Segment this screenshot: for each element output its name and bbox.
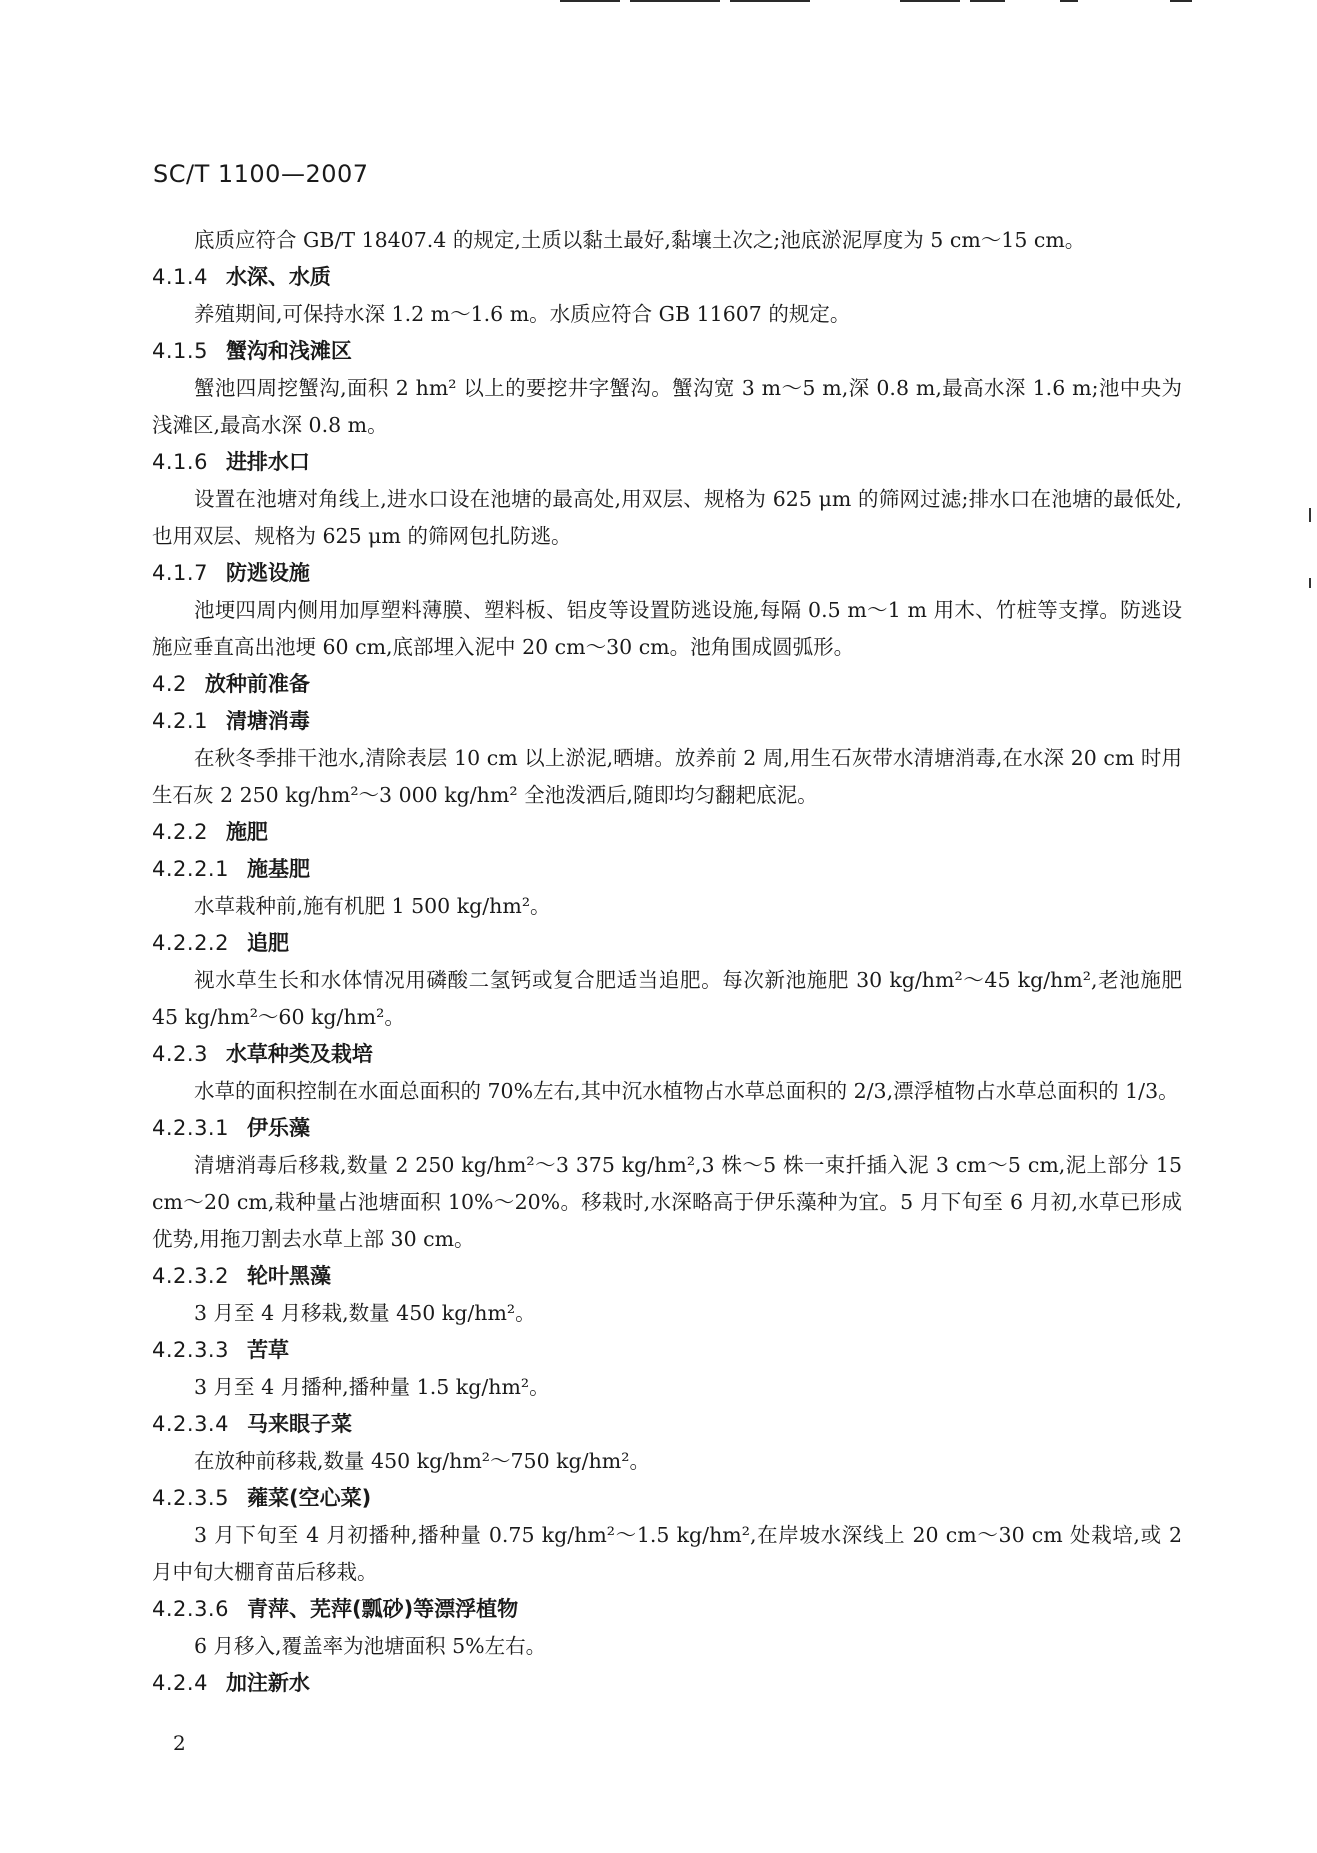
section-title: 放种前准备 <box>204 672 310 696</box>
body-paragraph: 3 月至 4 月播种,播种量 1.5 kg/hm²。 <box>194 1375 550 1399</box>
section-title: 伊乐藻 <box>246 1116 310 1140</box>
section-number: 4.2.3.6 <box>152 1597 229 1621</box>
section-number: 4.2.2 <box>152 820 208 844</box>
section-heading <box>152 1110 1182 1147</box>
body-paragraph: 水草栽种前,施有机肥 1 500 kg/hm²。 <box>194 894 551 918</box>
section-heading <box>152 1480 1182 1517</box>
section-title: 清塘消毒 <box>225 709 310 733</box>
section-number: 4.2.3.5 <box>152 1486 229 1510</box>
section-number: 4.2.3.3 <box>152 1338 229 1362</box>
standard-code: SC/T 1100—2007 <box>153 160 369 188</box>
section-title: 施基肥 <box>246 857 310 881</box>
body-paragraph: 3 月下旬至 4 月初播种,播种量 0.75 kg/hm²～1.5 kg/hm²,在岸坡水深线上 20 cm～30 cm 处栽培,或 2 月中旬大棚育苗后移栽。 <box>152 1523 1182 1584</box>
section-number: 4.1.6 <box>152 450 208 474</box>
body-paragraph: 视水草生长和水体情况用磷酸二氢钙或复合肥适当追肥。每次新池施肥 30 kg/hm²～45 kg/hm²,老池施肥 45 kg/hm²～60 kg/hm²。 <box>152 968 1182 1029</box>
section-heading <box>152 666 1182 703</box>
body-paragraph: 养殖期间,可保持水深 1.2 m～1.6 m。水质应符合 GB 11607 的规定。 <box>194 302 851 326</box>
body-paragraph: 6 月移入,覆盖率为池塘面积 5%左右。 <box>194 1634 547 1658</box>
body-paragraph: 蟹池四周挖蟹沟,面积 2 hm² 以上的要挖井字蟹沟。蟹沟宽 3 m～5 m,深 0.8 m,最高水深 1.6 m;池中央为浅滩区,最高水深 0.8 m。 <box>152 376 1182 437</box>
section-title: 施肥 <box>225 820 268 844</box>
section-number: 4.2.2.2 <box>152 931 229 955</box>
section-number: 4.2.3 <box>152 1042 208 1066</box>
section-number: 4.2.3.4 <box>152 1412 229 1436</box>
section-heading <box>152 333 1182 370</box>
section-number: 4.2.2.1 <box>152 857 229 881</box>
document-body <box>152 222 1182 1702</box>
section-heading <box>152 814 1182 851</box>
section-title: 苦草 <box>246 1338 289 1362</box>
section-number: 4.1.4 <box>152 265 208 289</box>
body-paragraph: 在放种前移栽,数量 450 kg/hm²～750 kg/hm²。 <box>194 1449 650 1473</box>
section-title: 马来眼子菜 <box>246 1412 352 1436</box>
section-heading <box>152 1665 1182 1702</box>
section-title: 轮叶黑藻 <box>246 1264 331 1288</box>
section-title: 防逃设施 <box>225 561 310 585</box>
page-number: 2 <box>173 1731 186 1755</box>
section-number: 4.1.7 <box>152 561 208 585</box>
section-heading <box>152 1258 1182 1295</box>
section-title: 蟹沟和浅滩区 <box>225 339 352 363</box>
section-title: 追肥 <box>246 931 289 955</box>
section-title: 水草种类及栽培 <box>225 1042 373 1066</box>
section-heading <box>152 851 1182 888</box>
scan-edge-mark <box>1309 578 1311 588</box>
section-heading <box>152 1591 1182 1628</box>
body-paragraph: 在秋冬季排干池水,清除表层 10 cm 以上淤泥,晒塘。放养前 2 周,用生石灰带水清塘消毒,在水深 20 cm 时用生石灰 2 250 kg/hm²～3 000 kg/hm² 全池泼洒后,随即均匀翻耙底泥。 <box>152 746 1182 807</box>
section-heading <box>152 555 1182 592</box>
section-heading <box>152 1332 1182 1369</box>
body-paragraph: 3 月至 4 月移栽,数量 450 kg/hm²。 <box>194 1301 536 1325</box>
section-title: 加注新水 <box>225 1671 310 1695</box>
body-paragraph: 池埂四周内侧用加厚塑料薄膜、塑料板、铝皮等设置防逃设施,每隔 0.5 m～1 m 用木、竹桩等支撑。防逃设施应垂直高出池埂 60 cm,底部埋入泥中 20 cm～30 cm。池角围成圆弧形。 <box>152 598 1182 659</box>
section-number: 4.2.3.1 <box>152 1116 229 1140</box>
section-number: 4.2.1 <box>152 709 208 733</box>
section-heading <box>152 703 1182 740</box>
scan-artifact-lines <box>0 0 1317 14</box>
section-number: 4.1.5 <box>152 339 208 363</box>
section-title: 蕹菜(空心菜) <box>246 1486 372 1510</box>
body-paragraph: 清塘消毒后移栽,数量 2 250 kg/hm²～3 375 kg/hm²,3 株～5 株一束扦插入泥 3 cm～5 cm,泥上部分 15 cm～20 cm,栽种量占池塘面积 10%～20%。移栽时,水深略高于伊乐藻种为宜。5 月下旬至 6 月初,水草已形成优势,用拖刀割去水草上部 30 cm。 <box>152 1153 1182 1251</box>
body-paragraph: 设置在池塘对角线上,进水口设在池塘的最高处,用双层、规格为 625 μm 的筛网过滤;排水口在池塘的最低处,也用双层、规格为 625 μm 的筛网包扎防逃。 <box>152 487 1182 548</box>
section-title: 进排水口 <box>225 450 310 474</box>
section-number: 4.2.3.2 <box>152 1264 229 1288</box>
section-number: 4.2 <box>152 672 187 696</box>
body-paragraph: 底质应符合 GB/T 18407.4 的规定,土质以黏土最好,黏壤土次之;池底淤泥厚度为 5 cm～15 cm。 <box>194 228 1086 252</box>
body-paragraph: 水草的面积控制在水面总面积的 70%左右,其中沉水植物占水草总面积的 2/3,漂浮植物占水草总面积的 1/3。 <box>194 1079 1179 1103</box>
section-heading <box>152 1036 1182 1073</box>
section-title: 青萍、芜萍(瓢砂)等漂浮植物 <box>246 1597 519 1621</box>
scan-edge-mark <box>1309 508 1311 522</box>
section-heading <box>152 1406 1182 1443</box>
section-heading <box>152 259 1182 296</box>
section-title: 水深、水质 <box>225 265 331 289</box>
section-heading <box>152 925 1182 962</box>
section-heading <box>152 444 1182 481</box>
section-number: 4.2.4 <box>152 1671 208 1695</box>
